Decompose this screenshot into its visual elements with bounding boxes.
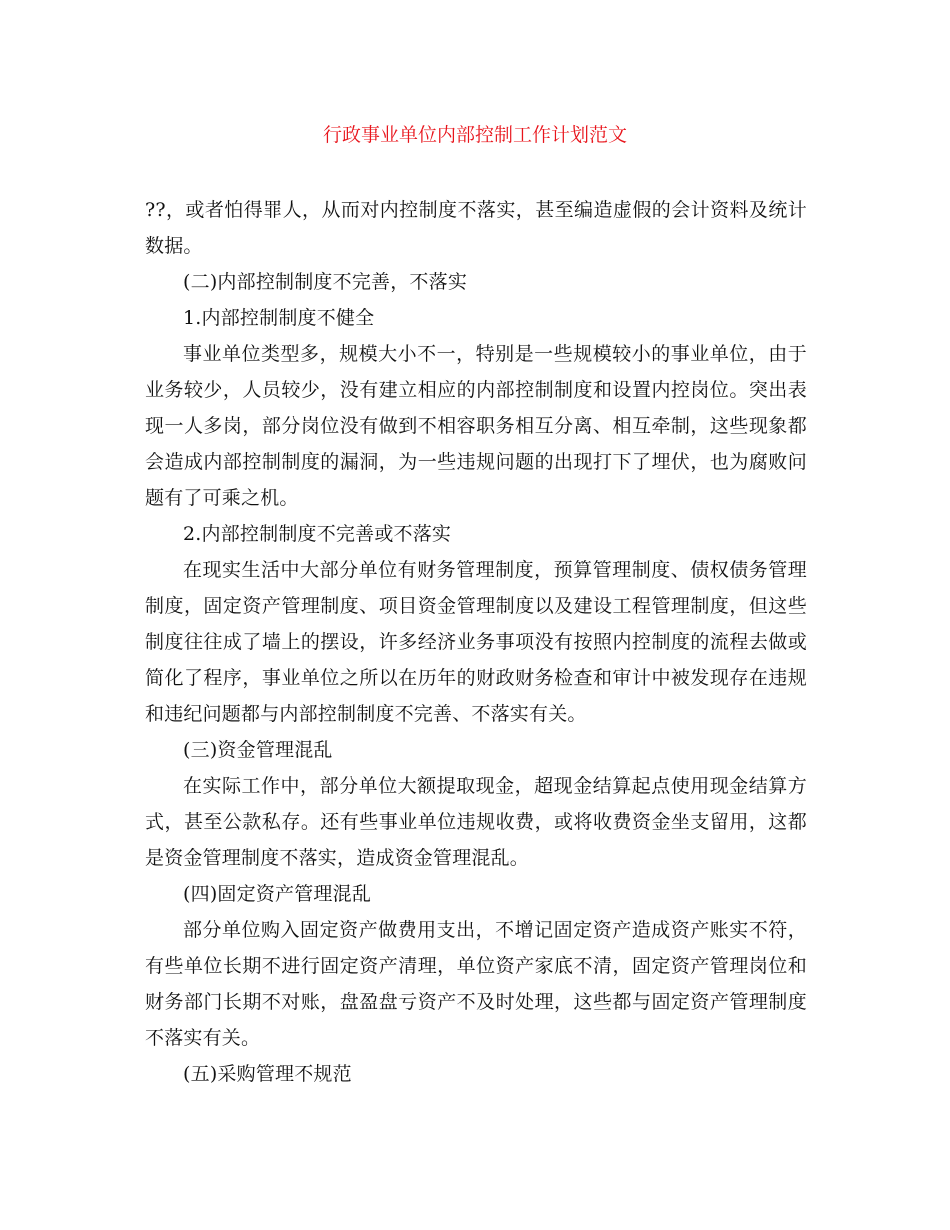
paragraph-body: 在现实生活中大部分单位有财务管理制度，预算管理制度、债权债务管理制度，固定资产管理制度、项目资金管理制度以及建设工程管理制度，但这些制度往往成了墙上的摆设，许多经济业务事项没有按照内控制度的流程去做或简化了程序，事业单位之所以在历年的财政财务检查和审计中被发现存在违规和违纪问题都与内部控制制度不完善、不落实有关。 — [145, 559, 807, 725]
paragraph-body: 部分单位购入固定资产做费用支出，不增记固定资产造成资产账实不符，有些单位长期不进行固定资产清理，单位资产家底不清，固定资产管理岗位和财务部门长期不对账，盘盈盘亏资产不及时处理，这些都与固定资产管理制度不落实有关。 — [145, 919, 807, 1049]
section-heading-4: (四)固定资产管理混乱 — [183, 883, 372, 905]
section-heading-3: (三)资金管理混乱 — [183, 739, 333, 761]
section-heading-5: (五)采购管理不规范 — [183, 1063, 352, 1085]
paragraph-continuation: ??，或者怕得罪人，从而对内控制度不落实，甚至编造虚假的会计资料及统计数据。 — [145, 199, 807, 257]
section-heading-2: (二)内部控制制度不完善，不落实 — [183, 271, 468, 293]
paragraph-body: 在实际工作中，部分单位大额提取现金，超现金结算起点使用现金结算方式，甚至公款私存。还有些事业单位违规收费，或将收费资金坐支留用，这都是资金管理制度不落实，造成资金管理混乱。 — [145, 775, 807, 869]
subsection-heading-2: 2.内部控制制度不完善或不落实 — [183, 523, 452, 545]
subsection-heading-1: 1.内部控制制度不健全 — [183, 307, 375, 329]
document-title: 行政事业单位内部控制工作计划范文 — [322, 124, 627, 146]
document-body — [145, 192, 807, 1092]
paragraph-body: 事业单位类型多，规模大小不一，特别是一些规模较小的事业单位，由于业务较少，人员较少，没有建立相应的内部控制制度和设置内控岗位。突出表现一人多岗，部分岗位没有做到不相容职务相互分离、相互牵制，这些现象都会造成内部控制制度的漏洞，为一些违规问题的出现打下了埋伏，也为腐败问题有了可乘之机。 — [145, 343, 807, 509]
